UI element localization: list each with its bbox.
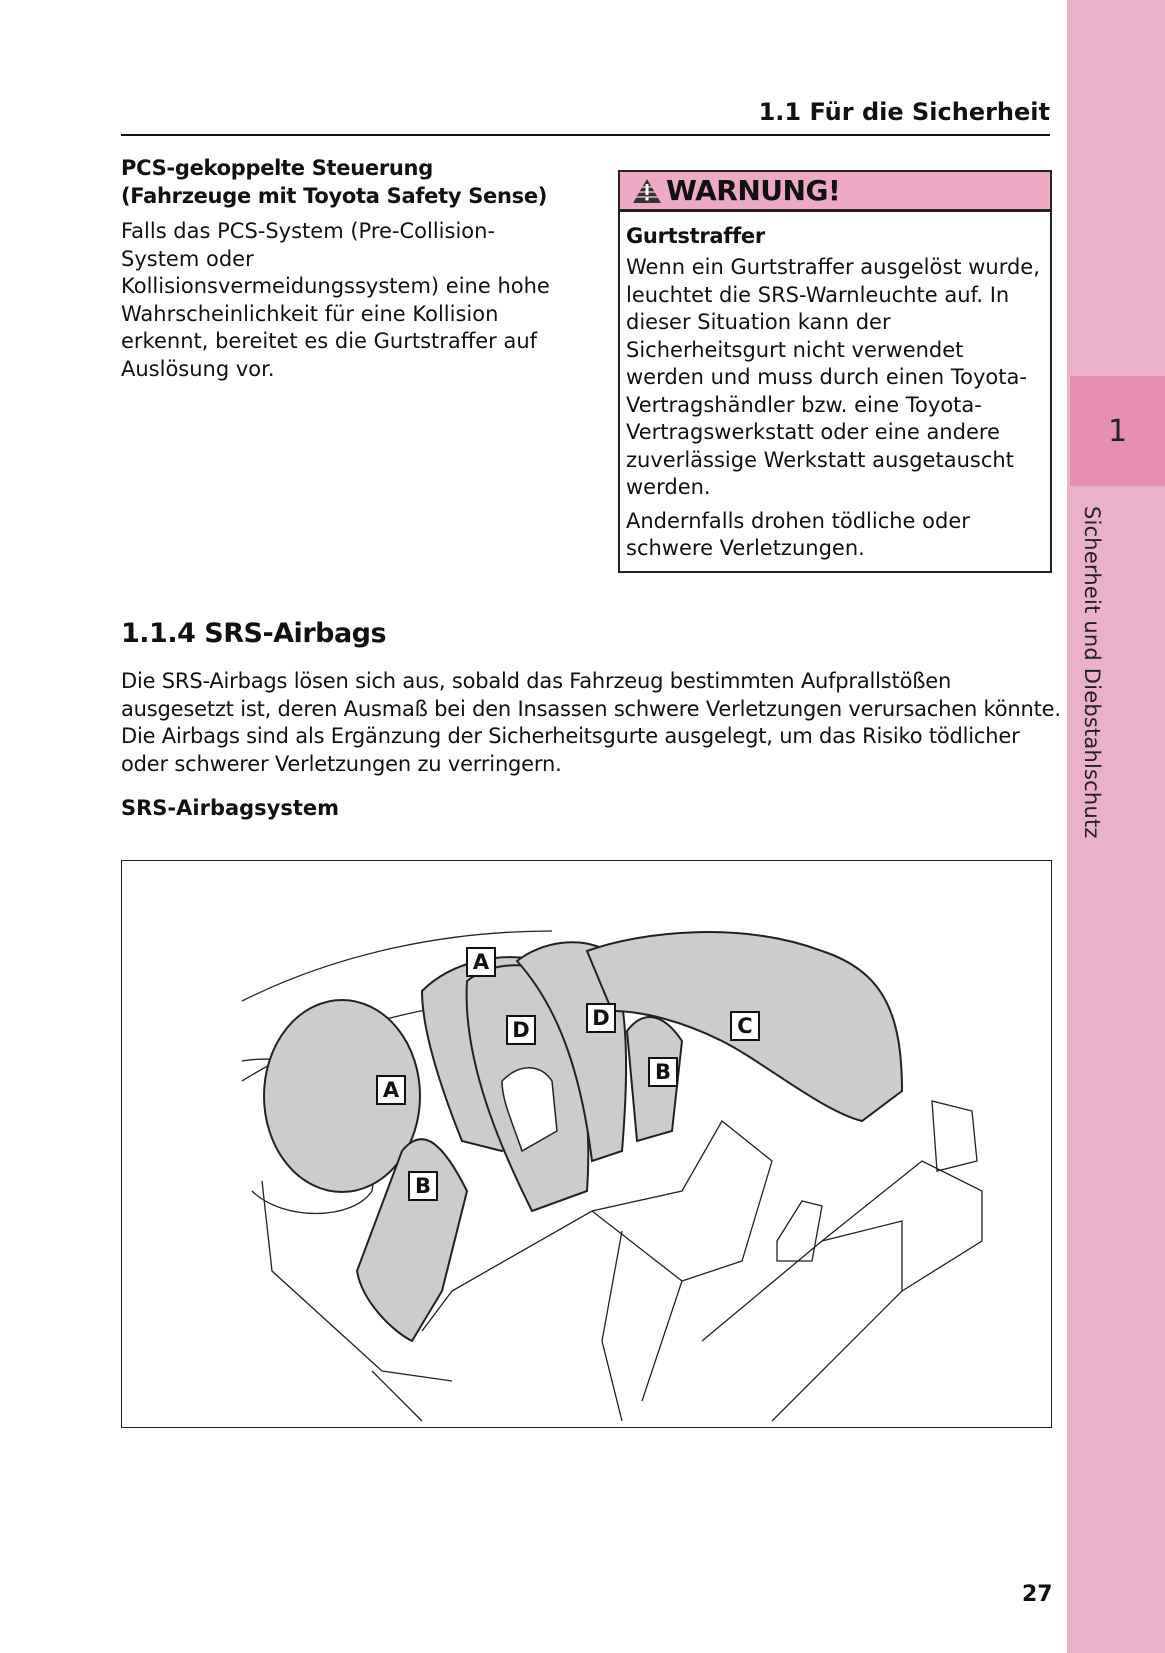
airbag-illustration <box>121 860 1052 1428</box>
warning-header <box>620 172 1050 212</box>
callout-d: D <box>506 1015 536 1045</box>
pcs-paragraph: Falls das PCS-System (Pre-Collision-System oder Kollisionsvermeidungssystem) eine hohe Wahrscheinlichkeit für eine Kollision erkennt, bereitet es die Gurtstraffer auf Auslösung vor. <box>121 219 550 381</box>
chapter-number: 1 <box>1107 413 1128 449</box>
warning-body <box>620 212 1050 571</box>
callout-a: A <box>466 947 496 977</box>
page-header-title: 1.1 Für die Sicherheit <box>758 98 1050 126</box>
warning-label: WARNUNG! <box>666 174 841 207</box>
figure-title: SRS-Airbagsystem <box>121 796 340 820</box>
callout-d: D <box>586 1003 616 1033</box>
warning-box <box>618 170 1052 573</box>
warning-paragraph: Wenn ein Gurtstraffer ausgelöst wurde, leuchtet die SRS-Warnleuchte auf. In dieser Situation kann der Sicherheitsgurt nicht verwendet werden und muss durch einen Toyota-Vertragshändler bzw. eine Toyota-Vertragswerkstatt oder eine andere zuverlässige Werkstatt ausgetauscht werden. <box>626 255 1040 499</box>
callout-a: A <box>376 1075 406 1105</box>
chapter-number-tab[interactable] <box>1070 376 1165 486</box>
warning-heading: Gurtstraffer <box>626 224 765 248</box>
warning-triangle-icon <box>632 178 662 204</box>
page-number: 27 <box>1022 1582 1053 1607</box>
section-heading: 1.1.4 SRS-Airbags <box>121 618 387 649</box>
car-interior-illustration <box>122 861 1051 1427</box>
header-divider <box>121 134 1050 136</box>
chapter-title-vertical: Sicherheit und Diebstahlschutz <box>1080 506 1104 839</box>
pcs-heading: PCS-gekoppelte Steuerung (Fahrzeuge mit Toyota Safety Sense) <box>121 156 548 208</box>
callout-b: B <box>408 1171 438 1201</box>
section-paragraph: Die SRS-Airbags lösen sich aus, sobald das Fahrzeug bestimmten Aufprallstößen ausgesetzt ist, deren Ausmaß bei den Insassen schwere Verletzungen verursachen könnte. Die Airbags sind als Ergänzung der Sicherheitsgurte ausgelegt, um das Risiko tödlicher oder schwerer Verletzungen zu verringern. <box>121 669 1061 776</box>
callout-b: B <box>648 1057 678 1087</box>
pcs-section <box>121 154 561 383</box>
callout-c: C <box>730 1011 760 1041</box>
warning-paragraph: Andernfalls drohen tödliche oder schwere Verletzungen. <box>626 508 970 560</box>
